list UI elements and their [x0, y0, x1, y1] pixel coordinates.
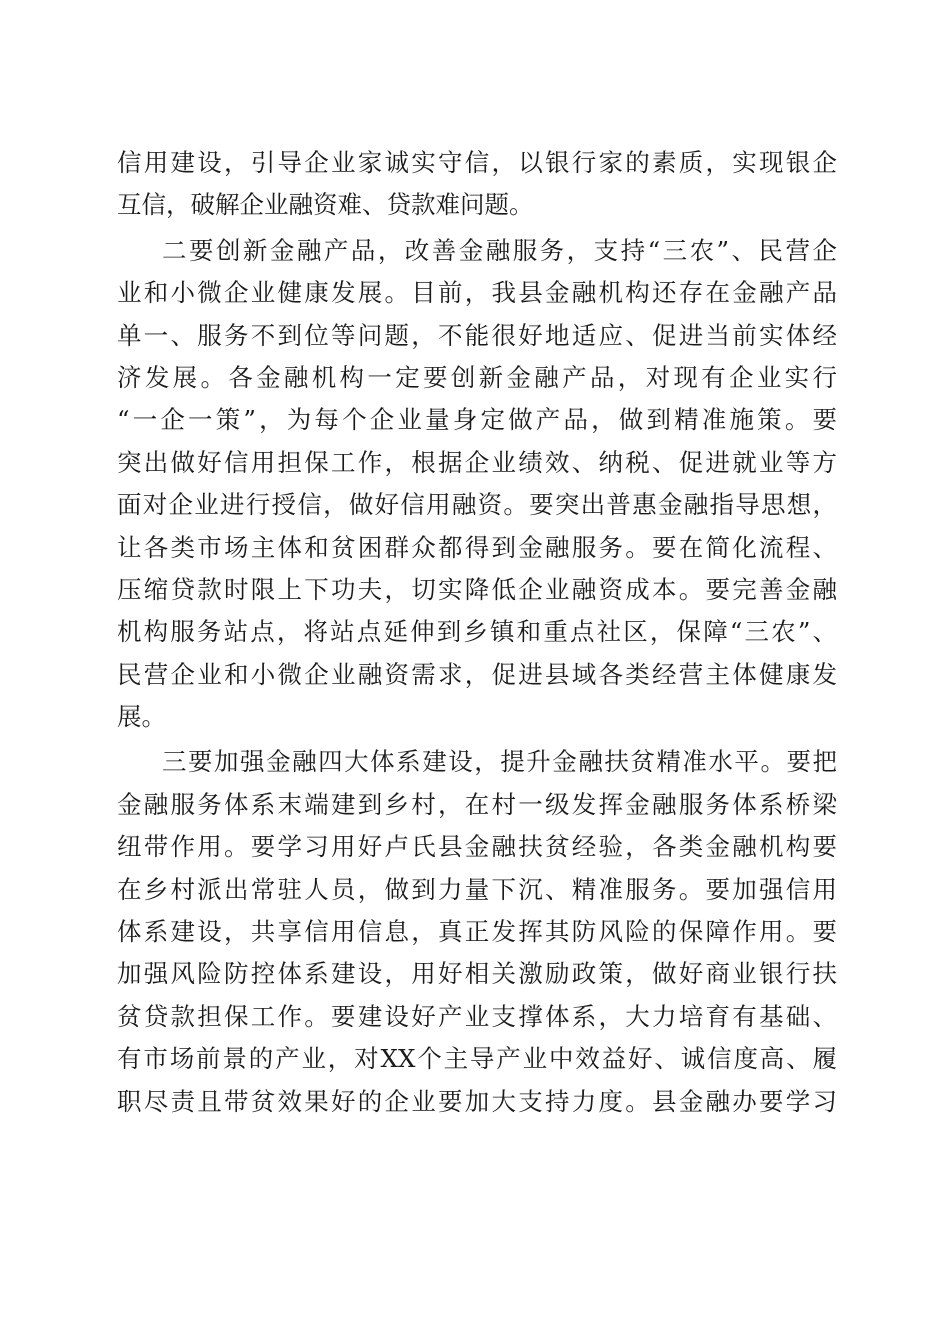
- paragraph-line: 纽带作用。要学习用好卢氏县金融扶贫经验，各类金融机构要: [117, 832, 837, 862]
- paragraph-line: 展。: [117, 702, 166, 732]
- paragraph-line: 贫贷款担保工作。要建设好产业支撑体系，大力培育有基础、: [117, 1001, 837, 1031]
- paragraph-line: 突出做好信用担保工作，根据企业绩效、纳税、促进就业等方: [117, 447, 837, 477]
- paragraph-line: 让各类市场主体和贫困群众都得到金融服务。要在简化流程、: [117, 532, 837, 562]
- paragraph-line: 济发展。各金融机构一定要创新金融产品，对现有企业实行: [117, 362, 837, 392]
- paragraph-line: 面对企业进行授信，做好信用融资。要突出普惠金融指导思想，: [117, 490, 837, 520]
- paragraph-line: 互信，破解企业融资难、贷款难问题。: [117, 190, 534, 220]
- paragraph-line: 金融服务体系末端建到乡村，在村一级发挥金融服务体系桥梁: [117, 789, 837, 819]
- paragraph-line: 民营企业和小微企业融资需求，促进县域各类经营主体健康发: [117, 659, 837, 689]
- paragraph-line: 业和小微企业健康发展。目前，我县金融机构还存在金融产品: [117, 278, 837, 308]
- paragraph-3: [117, 741, 837, 1123]
- paragraph-line: 信用建设，引导企业家诚实守信，以银行家的素质，实现银企: [117, 148, 837, 177]
- paragraph-line: 二要创新金融产品，改善金融服务，支持“三农”、民营企: [162, 235, 837, 265]
- paragraph-line: 在乡村派出常驻人员，做到力量下沉、精准服务。要加强信用: [117, 874, 837, 904]
- paragraph-line: 单一、服务不到位等问题，不能很好地适应、促进当前实体经: [117, 320, 837, 350]
- paragraph-line: “一企一策”，为每个企业量身定做产品，做到精准施策。要: [117, 405, 837, 435]
- paragraph-line: 机构服务站点，将站点延伸到乡镇和重点社区，保障“三农”、: [117, 617, 837, 647]
- paragraph-line: 体系建设，共享信用信息，真正发挥其防风险的保障作用。要: [117, 917, 837, 947]
- paragraph-1: [117, 142, 837, 227]
- paragraph-line: 压缩贷款时限上下功夫，切实降低企业融资成本。要完善金融: [117, 574, 837, 604]
- paragraph-line: 三要加强金融四大体系建设，提升金融扶贫精准水平。要把: [162, 747, 837, 777]
- paragraph-2: [117, 230, 837, 739]
- paragraph-line: 加强风险防控体系建设，用好相关激励政策，做好商业银行扶: [117, 959, 837, 989]
- paragraph-line: 职尽责且带贫效果好的企业要加大支持力度。县金融办要学习: [117, 1086, 837, 1116]
- document-body: [117, 142, 837, 1123]
- paragraph-line: 有市场前景的产业，对XX个主导产业中效益好、诚信度高、履: [117, 1044, 837, 1074]
